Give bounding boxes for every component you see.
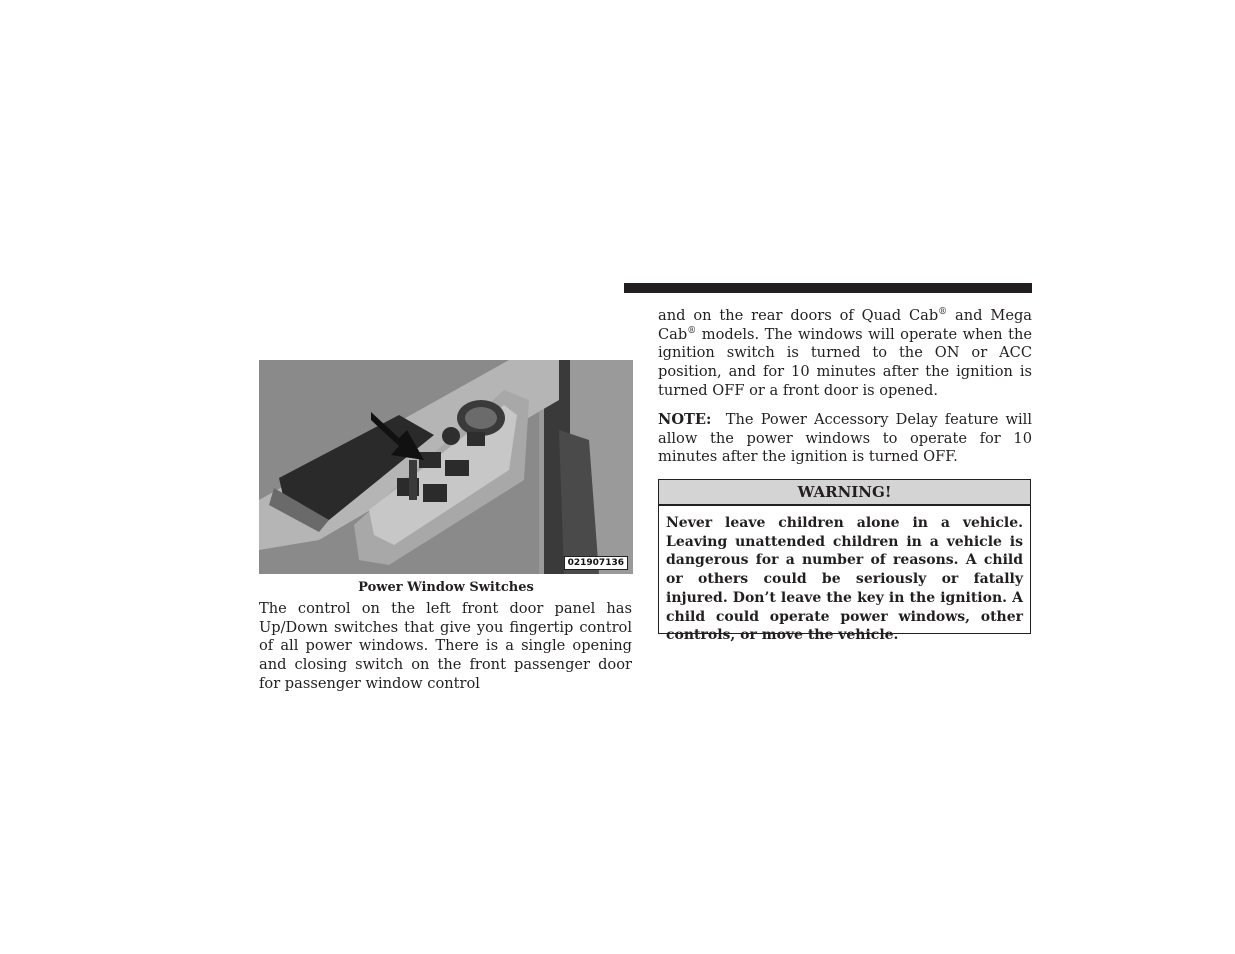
note-label: NOTE:: [658, 411, 712, 428]
registered-mark: ®: [687, 325, 697, 336]
door-panel-illustration: [259, 360, 633, 574]
figure-caption: Power Window Switches: [358, 580, 534, 595]
note-text: The Power Accessory Delay feature will allow the power windows to operate for 10 minutes after the ignition is turned OFF.: [658, 411, 1033, 466]
power-window-switches-photo: [259, 360, 633, 574]
body-paragraph-right: [658, 307, 1032, 401]
body-paragraph-left: The control on the left front door panel has Up/Down switches that give you fingertip control of all power windows. There is a single opening and closing switch on the front passenger door for passenger window control: [259, 600, 632, 692]
paragraph-text-part3: models. The windows will operate when the ignition switch is turned to the ON or ACC position, and for 10 minutes after the ignition is turned OFF or a front door is opened.: [658, 325, 1032, 399]
warning-title: WARNING!: [659, 480, 1030, 506]
paragraph-text-part1: and on the rear doors of Quad Cab: [658, 307, 939, 324]
warning-text: Never leave children alone in a vehicle. Leaving unattended children in a vehicle is dangerous for a number of reasons. A child or others could be seriously or fatally injured. Don’t leave the key in the ignition. A child could operate power windows, other controls, or move the vehicle.: [666, 515, 1023, 644]
warning-box: [658, 479, 1031, 644]
note-paragraph: [658, 411, 1032, 467]
registered-mark: ®: [938, 307, 948, 318]
section-header-rule: [624, 283, 1032, 293]
figure-id-label: 021907136: [564, 556, 628, 570]
paragraph-text-part2: and Mega Cab: [658, 307, 1032, 343]
